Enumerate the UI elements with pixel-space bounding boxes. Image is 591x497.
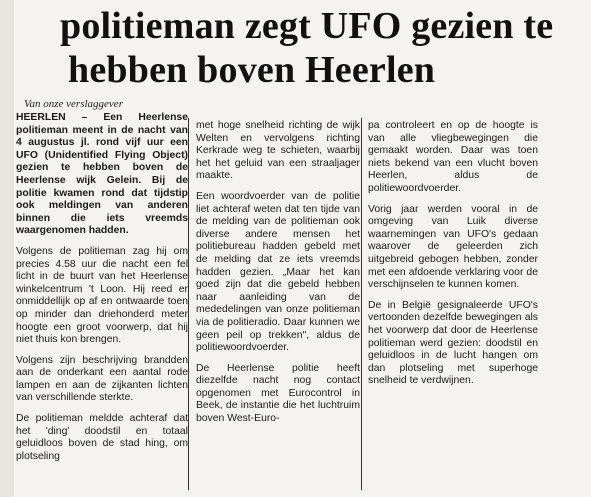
paragraph: De in België gesignaleerde UFO's vertoonden dezelfde bewegingen als het voorwerp dat door de Heerlense politieman werd gezien: doodstil en geluidloos in de lucht hangen om dan plotseling met superhoge snelheid te verdwijnen. xyxy=(368,299,538,387)
column-divider xyxy=(188,118,189,490)
paragraph: pa controleert en op de hoogte is van alle vliegbewegingen die gemaakt worden. Daar was toen niets bekend van een vlucht boven Heerlen, aldus de politiewoordvoerder. xyxy=(368,120,538,194)
column-3 xyxy=(368,120,538,396)
headline-line-2: hebben boven Heerlen xyxy=(68,49,436,91)
paragraph: Volgens de politieman zag hij om precies 4.58 uur die nacht een fel licht in de buurt van het Heerlense winkelcentrum 't Loon. Hij reed er onmiddellijk op af en ontwaarde toen op minder dan driehonderd meter hoogte een groot voorwerp, dat hij niet thuis kon brengen. xyxy=(16,245,188,346)
column-1 xyxy=(16,112,188,471)
paragraph: De Heerlense politie heeft diezelfde nacht nog contact opgenomen met Eurocontrol in Beek, de instantie die het luchtruim boven West-Euro- xyxy=(196,362,360,425)
column-2 xyxy=(196,120,360,434)
page-edge-shadow xyxy=(0,0,14,497)
column-divider xyxy=(361,118,362,490)
headline-line-1: politieman zegt UFO gezien te xyxy=(60,5,554,47)
paragraph: Vorig jaar werden vooral in de omgeving van Luik diverse waarnemingen van UFO's gedaan waarover de geleerden zich uitgebreid gebogen hebben, zonder met een afdoende verklaring voor de verschijnselen te kunnen komen. xyxy=(368,203,538,291)
paragraph: met hoge snelheid richting de wijk Welten en vervolgens richting Kerkrade weg te schieten, waarbij het het geluid van een straaljager maakte. xyxy=(196,120,360,182)
paragraph: Volgens zijn beschrijving brandden aan de onderkant een aantal rode lampen en aan de zijkanten lichten van verschillende sterkte. xyxy=(16,354,188,404)
paragraph: De politieman meldde achteraf dat het 'ding' doodstil en totaal geluidloos boven de stad hing, om plotseling xyxy=(16,413,188,462)
paragraph: Een woordvoerder van de politie liet achteraf weten dat ten tijde van de melding van de politieman ook diverse andere mensen het politiebureau hadden gebeld met de melding dat ze iets vreemds hadden gezien. „Maar het kan goed zijn dat die gebeld hebben naar aanleiding van de mededelingen van onze politieman via de politieradio. Daar kunnen we geen peil op trekken", aldus de politiewoordvoerder. xyxy=(196,190,360,354)
paragraph: HEERLEN – Een Heerlense politieman meent in de nacht van 4 augustus jl. rond vijf uur een UFO (Unidentified Flying Object) gezien te hebben boven de Heerlense wijk Gelein. Bij de politie kwamen rond dat tijdstip ook meldingen van anderen binnen die iets vreemds waargenomen hadden. xyxy=(16,112,188,237)
byline: Van onze verslaggever xyxy=(24,98,123,110)
